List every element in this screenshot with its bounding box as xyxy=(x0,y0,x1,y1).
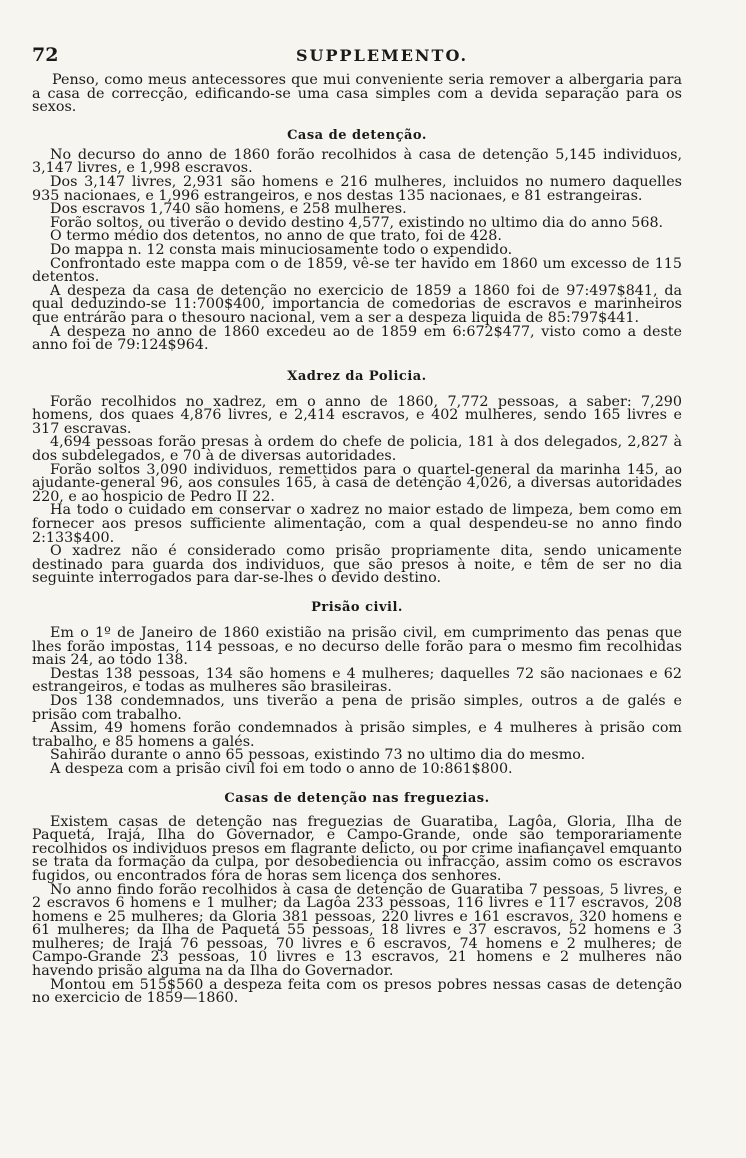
page-header xyxy=(32,44,682,74)
paragraph: Forão recolhidos no xadrez, em o anno de 1860, 7,772 pessoas, a saber: 7,290 homens, dos quaes 4,876 livres, e 2,414 escravos, e 402 mulheres, sendo 165 livres e 317 escravas. xyxy=(32,393,682,437)
paragraph: A despeza no anno de 1860 excedeu ao de 1859 em 6:672$477, visto como a deste anno foi de 79:124$964. xyxy=(32,323,682,354)
intro-paragraph: Penso, como meus antecessores que mui conveniente seria remover a albergaria para a casa de correcção, edificando-se uma casa simples com a devida separação para os sexos. xyxy=(32,72,682,116)
paragraph: Em o 1º de Janeiro de 1860 existião na prisão civil, em cumprimento das penas que lhes forão impostas, 114 pessoas, e no decurso delle forão para o mesmo fim recolhidas mais 24, ao todo 138. xyxy=(32,625,682,669)
section-title: Xadrez da Policia. xyxy=(287,368,427,384)
section-casas-de-detencao-nas-freguezias xyxy=(32,791,682,1006)
paragraph: Dos escravos 1,740 são homens, e 258 mulheres. xyxy=(50,201,407,218)
paragraph: Forão soltos 3,090 individuos, remettidos para o quartel-general da marinha 145, ao ajudante-general 96, aos consules 165, à casa de detenção 4,026, a diversas autoridades 220, e ao hospicio de Pedro II 22. xyxy=(32,461,682,505)
paragraph: Existem casas de detenção nas freguezias de Guaratiba, Lagôa, Gloria, Ilha de Paquetá, Irajá, Ilha do Governador, e Campo-Grande, onde são temporariamente recolhidos os individuos presos em flagrante delicto, ou por crime inafiançavel emquanto se trata da formação da culpa, por desobediencia ou infracção, assim como os escravos fugidos, ou encontrados fóra de horas sem licença dos senhores. xyxy=(32,813,682,884)
section-title: Casas de detenção nas freguezias. xyxy=(224,790,490,806)
paragraph: Confrontado este mappa com o de 1859, vê-se ter havido em 1860 um excesso de 115 detentos. xyxy=(32,255,682,286)
section-prisao-civil xyxy=(32,600,682,777)
paragraph: A despeza com a prisão civil foi em todo o anno de 10:861$800. xyxy=(50,760,513,777)
running-title: SUPPLEMENTO. xyxy=(296,46,469,65)
paragraph: No decurso do anno de 1860 forão recolhidos à casa de detenção 5,145 individuos, 3,147 livres, e 1,998 escravos. xyxy=(32,146,682,177)
paragraph: O xadrez não é considerado como prisão propriamente dita, sendo unicamente destinado para guarda dos individuos, que são presos à noite, e têm de ser no dia seguinte interrogados para dar-se-lhes o devido destino. xyxy=(32,543,682,587)
paragraph: O termo médio dos detentos, no anno de que trato, foi de 428. xyxy=(50,228,502,245)
paragraph: Dos 138 condemnados, uns tiverão a pena de prisão simples, outros a de galés e prisão com trabalho. xyxy=(32,692,682,723)
paragraph: Do mappa n. 12 consta mais minuciosamente todo o expendido. xyxy=(50,241,513,258)
paragraph: Forão soltos, ou tiverão o devido destino 4,577, existindo no ultimo dia do anno 568. xyxy=(50,214,664,231)
section-title: Casa de detenção. xyxy=(287,127,427,143)
paragraph: Sahirão durante o anno 65 pessoas, existindo 73 no ultimo dia do mesmo. xyxy=(50,747,586,764)
paragraph: Ha todo o cuidado em conservar o xadrez no maior estado de limpeza, bem como em fornecer aos presos sufficiente alimentação, com a qual despendeu-se no anno findo 2:133$400. xyxy=(32,502,682,546)
paragraph: No anno findo forão recolhidos à casa de detenção de Guaratiba 7 pessoas, 5 livres, e 2 escravos 6 homens e 1 mulher; da Lagôa 233 pessoas, 116 livres e 117 escravos, 208 homens e 25 mulheres; da Gloria 381 pessoas, 220 livres e 161 escravos, 320 homens e 61 mulheres; da Ilha de Paquetá 55 pessoas, 18 livres e 37 escravos, 52 homens e 3 mulheres; de Irajá 76 pessoas, 70 livres e 6 escravos, 74 homens e 2 mulheres; de Campo-Grande 23 pessoas, 10 livres e 13 escravos, 21 homens e 2 mulheres não havendo prisão alguma na da Ilha do Governador. xyxy=(32,881,682,980)
section-xadrez-da-policia xyxy=(32,369,682,586)
paragraph: Assim, 49 homens forão condemnados à prisão simples, e 4 mulheres à prisão com trabalho, e 85 homens a galés. xyxy=(32,720,682,750)
section-casa-de-detencao xyxy=(32,128,682,353)
paragraph: A despeza da casa de detenção no exercicio de 1859 a 1860 foi de 97:497$841, da qual deduzindo-se 11:700$400, importancia de comedorias de escravos e marinheiros que entrárão para o thesouro nacional, vem a ser a despeza liquida de 85:797$441. xyxy=(32,282,682,326)
section-title: Prisão civil. xyxy=(311,600,403,615)
paragraph: 4,694 pessoas forão presas à ordem do chefe de policia, 181 à dos delegados, 2,827 à dos subdelegados, e 70 à de diversas autoridades. xyxy=(32,434,682,465)
page-number: 72 xyxy=(32,44,59,66)
paragraph: Montou em 515$560 a despeza feita com os presos pobres nessas casas de detenção no exercicio de 1859—1860. xyxy=(32,976,682,1007)
paragraph: Destas 138 pessoas, 134 são homens e 4 mulheres; daquelles 72 são nacionaes e 62 estrangeiros, e todas as mulheres são brasileiras. xyxy=(32,665,682,696)
paragraph: Dos 3,147 livres, 2,931 são homens e 216 mulheres, incluidos no numero daquelles 935 nacionaes, e 1,996 estrangeiros, e nos destas 135 nacionaes, e 81 estrangeiras. xyxy=(32,173,682,204)
